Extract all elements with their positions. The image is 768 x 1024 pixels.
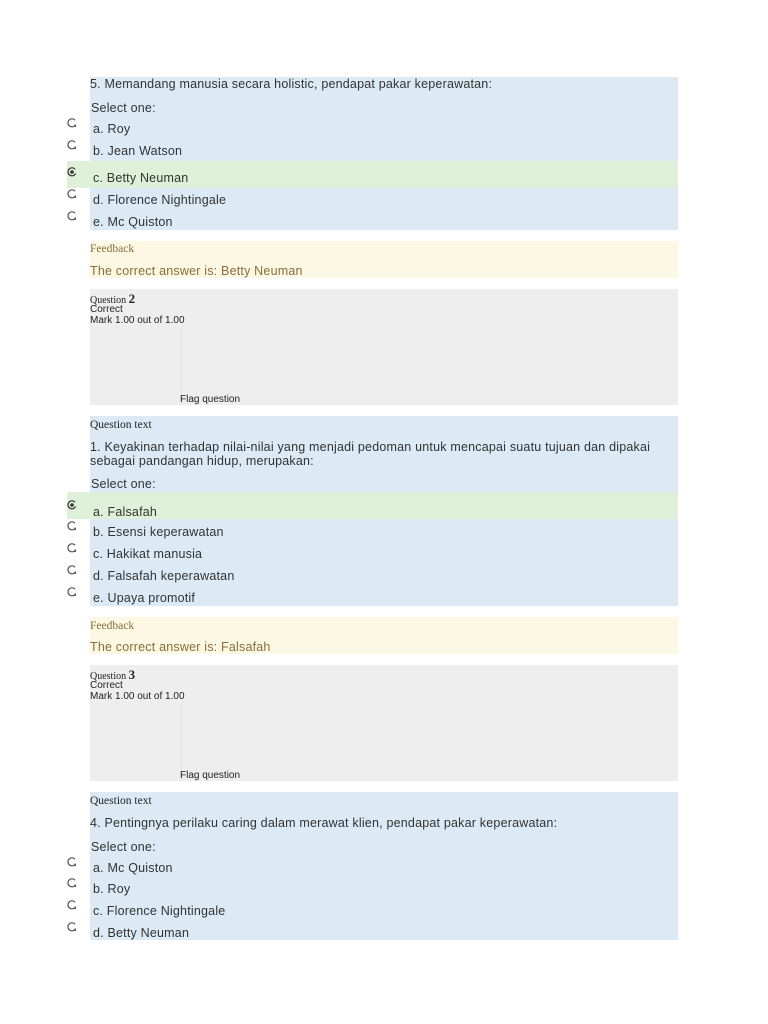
option-label: a. Mc Quiston [93,861,173,875]
radio-icon[interactable] [67,587,77,597]
question-number: Question 2 [90,291,136,306]
q5-option-c[interactable] [67,161,678,188]
question-mark: Mark 1.00 out of 1.00 [90,315,185,326]
question-3-info [90,665,678,781]
radio-icon[interactable] [67,118,77,128]
radio-icon[interactable] [67,900,77,910]
radio-icon[interactable] [67,543,77,553]
radio-icon[interactable] [67,140,77,150]
option-label: b. Esensi keperawatan [93,525,224,539]
q3-option-c[interactable] [67,899,678,921]
question-2-info [90,289,678,405]
feedback-title: Feedback [90,620,135,632]
question-mark: Mark 1.00 out of 1.00 [90,691,185,702]
select-one-label: Select one: [91,101,156,115]
q2-option-b[interactable] [67,520,678,542]
q2-option-e[interactable] [67,586,678,608]
question-text-label: Question text [90,795,152,807]
option-label: d. Betty Neuman [93,926,190,940]
option-label: a. Roy [93,122,131,136]
question-number: Question 3 [90,667,136,682]
q3-option-b[interactable] [67,877,678,899]
question-state: Correct [90,680,123,691]
question-3-text: 4. Pentingnya perilaku caring dalam merawat klien, pendapat pakar keperawatan: [90,816,558,830]
select-one-label: Select one: [91,840,156,854]
q2-option-d[interactable] [67,564,678,586]
question-2-text-line1: 1. Keyakinan terhadap nilai-nilai yang menjadi pedoman untuk mencapai suatu tujuan dan dipakai [90,440,651,454]
option-label: c. Florence Nightingale [93,904,226,918]
radio-icon[interactable] [67,521,77,531]
option-label: b. Jean Watson [93,144,183,158]
option-label: c. Betty Neuman [93,171,189,185]
question-text-label: Question text [90,419,152,431]
radio-icon[interactable] [67,878,77,888]
radio-selected-icon[interactable] [67,500,77,510]
q3-option-d[interactable] [67,921,678,943]
question-2-text-line2: sebagai pandangan hidup, merupakan: [90,454,314,468]
question-5-text: 5. Memandang manusia secara holistic, pendapat pakar keperawatan: [90,77,493,91]
radio-icon[interactable] [67,922,77,932]
q5-option-b[interactable] [67,139,678,161]
q2-option-a[interactable] [67,492,678,519]
option-label: c. Hakikat manusia [93,547,203,561]
feedback-title: Feedback [90,243,135,255]
option-label: a. Falsafah [93,505,158,519]
option-label: d. Falsafah keperawatan [93,569,235,583]
radio-icon[interactable] [67,565,77,575]
radio-selected-icon[interactable] [67,167,77,177]
q5-option-a[interactable] [67,117,678,139]
radio-icon[interactable] [67,857,77,867]
flag-question-link[interactable]: Flag question [180,770,241,781]
q3-option-a[interactable] [67,856,678,878]
option-label: d. Florence Nightingale [93,193,227,207]
option-label: b. Roy [93,882,131,896]
option-label: e. Mc Quiston [93,215,173,229]
q5-option-d[interactable] [67,188,678,210]
question-state: Correct [90,304,123,315]
feedback-text: The correct answer is: Falsafah [90,640,271,654]
radio-icon[interactable] [67,211,77,221]
feedback-text: The correct answer is: Betty Neuman [90,264,303,278]
q5-option-e[interactable] [67,210,678,232]
select-one-label: Select one: [91,477,156,491]
option-label: e. Upaya promotif [93,591,196,605]
flag-question-link[interactable]: Flag question [180,394,241,405]
radio-icon[interactable] [67,189,77,199]
q2-option-c[interactable] [67,542,678,564]
